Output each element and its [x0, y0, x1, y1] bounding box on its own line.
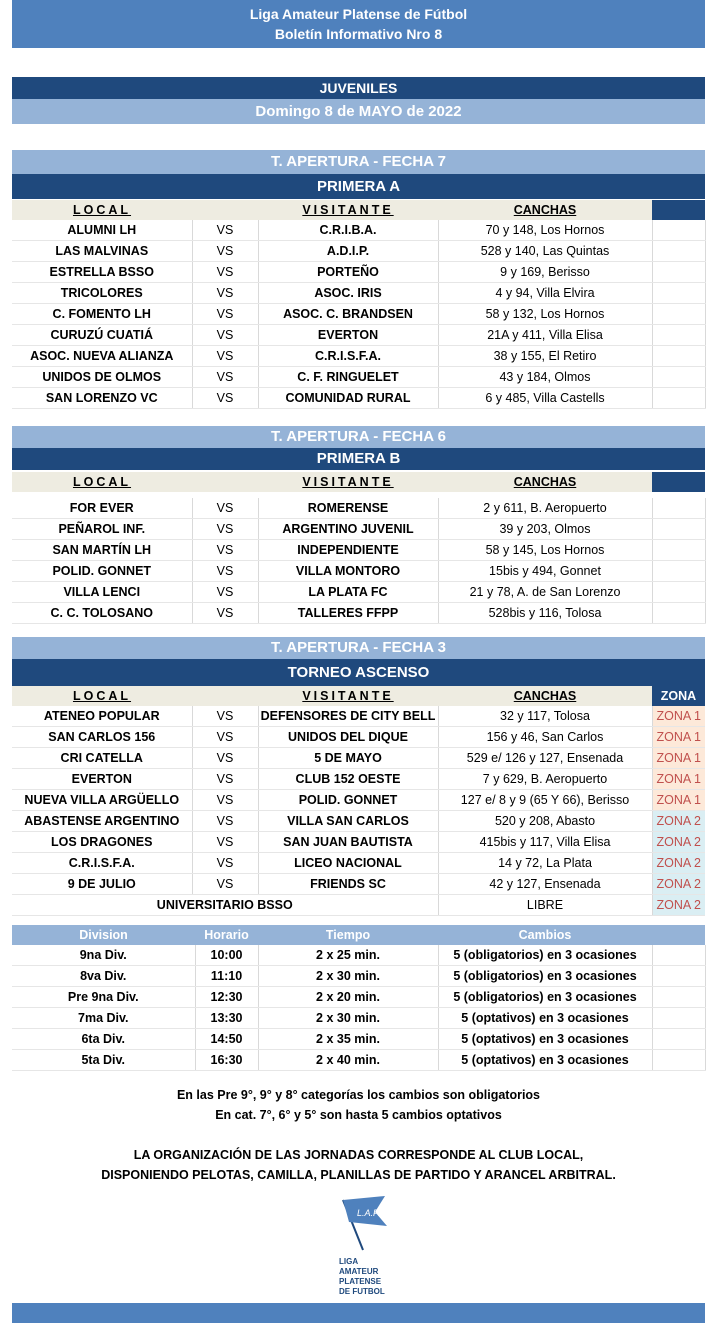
- col-local: LOCAL: [72, 475, 132, 489]
- vs-label: VS: [192, 346, 258, 367]
- primera-b-title: PRIMERA B: [12, 448, 705, 470]
- logo-line-1: LIGA: [339, 1257, 359, 1266]
- logo-flag-text: L.A.P.: [357, 1208, 381, 1218]
- flag-icon: [335, 1192, 405, 1252]
- primera-a-fecha: T. APERTURA - FECHA 7: [12, 150, 705, 174]
- cambios-cell: 5 (optativos) en 3 ocasiones: [438, 1029, 652, 1050]
- local-team: C.R.I.S.F.A.: [12, 853, 192, 874]
- vs-label: VS: [192, 748, 258, 769]
- local-team: FOR EVER: [12, 498, 192, 519]
- match-row: [12, 769, 705, 790]
- tiempo-cell: 2 x 20 min.: [258, 987, 438, 1008]
- col-canchas: CANCHAS: [513, 475, 577, 489]
- visitor-team: PORTEÑO: [258, 262, 438, 283]
- visitor-team: C.R.I.B.A.: [258, 220, 438, 241]
- column-header-row: [12, 472, 705, 492]
- visitor-team: DEFENSORES DE CITY BELL: [258, 706, 438, 727]
- match-row: [12, 367, 705, 388]
- cambios-cell: 5 (obligatorios) en 3 ocasiones: [438, 945, 652, 966]
- logo-line-4: DE FUTBOL: [339, 1287, 385, 1296]
- match-row: [12, 727, 705, 748]
- tiempo-cell: 2 x 40 min.: [258, 1050, 438, 1071]
- visitor-team: C. F. RINGUELET: [258, 367, 438, 388]
- horario-cell: 14:50: [195, 1029, 258, 1050]
- league-name: Liga Amateur Platense de Fútbol: [249, 6, 468, 22]
- vs-label: VS: [192, 220, 258, 241]
- vs-label: VS: [192, 519, 258, 540]
- field-address: 21 y 78, A. de San Lorenzo: [438, 582, 652, 603]
- date-line: Domingo 8 de MAYO de 2022: [12, 99, 705, 124]
- match-row: [12, 603, 705, 624]
- field-address: 127 e/ 8 y 9 (65 Y 66), Berisso: [438, 790, 652, 811]
- empty-cell: [652, 561, 705, 582]
- field-address: 529 e/ 126 y 127, Ensenada: [438, 748, 652, 769]
- empty-cell: [652, 987, 705, 1008]
- col-visitante: VISITANTE: [302, 203, 394, 217]
- ascenso-fecha: T. APERTURA - FECHA 3: [12, 637, 705, 659]
- local-team: LAS MALVINAS: [12, 241, 192, 262]
- vs-label: VS: [192, 790, 258, 811]
- match-row: [12, 790, 705, 811]
- local-team: LOS DRAGONES: [12, 832, 192, 853]
- visitor-team: VILLA MONTORO: [258, 561, 438, 582]
- local-team: ASOC. NUEVA ALIANZA: [12, 346, 192, 367]
- bulletin-number: Boletín Informativo Nro 8: [274, 26, 443, 42]
- zona-badge: ZONA 2: [652, 895, 705, 916]
- primera-b-fecha: T. APERTURA - FECHA 6: [12, 426, 705, 448]
- empty-cell: [652, 1008, 705, 1029]
- empty-cell: [652, 603, 705, 624]
- visitor-team: UNIDOS DEL DIQUE: [258, 727, 438, 748]
- visitor-team: FRIENDS SC: [258, 874, 438, 895]
- zona-badge: ZONA 1: [652, 748, 705, 769]
- local-team: ABASTENSE ARGENTINO: [12, 811, 192, 832]
- match-row: [12, 346, 705, 367]
- local-team: SAN LORENZO VC: [12, 388, 192, 409]
- local-team: SAN CARLOS 156: [12, 727, 192, 748]
- empty-cell: [652, 388, 705, 409]
- primera-a-table: [12, 200, 706, 409]
- local-team: UNIDOS DE OLMOS: [12, 367, 192, 388]
- field-address: 70 y 148, Los Hornos: [438, 220, 652, 241]
- zona-badge: ZONA 1: [652, 706, 705, 727]
- match-row: [12, 220, 705, 241]
- match-row: [12, 706, 705, 727]
- col-canchas: CANCHAS: [513, 203, 577, 217]
- local-team: ESTRELLA BSSO: [12, 262, 192, 283]
- vs-label: VS: [192, 367, 258, 388]
- organization-note: [12, 1145, 705, 1185]
- match-row: [12, 262, 705, 283]
- field-address: 39 y 203, Olmos: [438, 519, 652, 540]
- match-row: [12, 388, 705, 409]
- division-cell: 5ta Div.: [12, 1050, 195, 1071]
- vs-label: VS: [192, 283, 258, 304]
- note-line-2: En cat. 7°, 6° y 5° son hasta 5 cambios optativos: [215, 1108, 502, 1122]
- visitor-team: C.R.I.S.F.A.: [258, 346, 438, 367]
- tiempo-cell: 2 x 25 min.: [258, 945, 438, 966]
- visitor-team: TALLERES FFPP: [258, 603, 438, 624]
- empty-cell: [652, 367, 705, 388]
- logo-line-2: AMATEUR: [339, 1267, 379, 1276]
- empty-cell: [652, 582, 705, 603]
- visitor-team: A.D.I.P.: [258, 241, 438, 262]
- field-address: 58 y 145, Los Hornos: [438, 540, 652, 561]
- division-cell: 7ma Div.: [12, 1008, 195, 1029]
- tiempo-cell: 2 x 30 min.: [258, 1008, 438, 1029]
- league-logo: [335, 1192, 405, 1302]
- empty-cell: [652, 1029, 705, 1050]
- local-team: C. FOMENTO LH: [12, 304, 192, 325]
- field-address: 2 y 611, B. Aeropuerto: [438, 498, 652, 519]
- visitor-team: CLUB 152 OESTE: [258, 769, 438, 790]
- visitor-team: INDEPENDIENTE: [258, 540, 438, 561]
- note-line-3: LA ORGANIZACIÓN DE LAS JORNADAS CORRESPONDE AL CLUB LOCAL,: [133, 1148, 584, 1162]
- col-visitante: VISITANTE: [302, 475, 394, 489]
- footer-bar: [12, 1303, 705, 1323]
- ascenso-title: TORNEO ASCENSO: [12, 659, 705, 686]
- column-header-row: [12, 686, 705, 706]
- cambios-cell: 5 (obligatorios) en 3 ocasiones: [438, 966, 652, 987]
- zona-badge: ZONA 1: [652, 790, 705, 811]
- vs-label: VS: [192, 874, 258, 895]
- empty-cell: [652, 241, 705, 262]
- cambios-cell: 5 (obligatorios) en 3 ocasiones: [438, 987, 652, 1008]
- libre-team: UNIVERSITARIO BSSO: [12, 895, 438, 916]
- empty-cell: [652, 498, 705, 519]
- schedule-row: [12, 966, 705, 987]
- tiempo-cell: 2 x 30 min.: [258, 966, 438, 987]
- local-team: SAN MARTÍN LH: [12, 540, 192, 561]
- field-address: 6 y 485, Villa Castells: [438, 388, 652, 409]
- visitor-team: 5 DE MAYO: [258, 748, 438, 769]
- zona-badge: ZONA 1: [652, 769, 705, 790]
- logo-line-3: PLATENSE: [339, 1277, 382, 1286]
- field-address: 15bis y 494, Gonnet: [438, 561, 652, 582]
- match-row: [12, 853, 705, 874]
- local-team: C. C. TOLOSANO: [12, 603, 192, 624]
- cambios-cell: 5 (optativos) en 3 ocasiones: [438, 1050, 652, 1071]
- division-cell: 6ta Div.: [12, 1029, 195, 1050]
- field-address: 528 y 140, Las Quintas: [438, 241, 652, 262]
- match-row: [12, 241, 705, 262]
- match-row: [12, 748, 705, 769]
- col-zona: ZONA: [660, 689, 697, 703]
- empty-cell: [652, 220, 705, 241]
- horario-cell: 13:30: [195, 1008, 258, 1029]
- vs-label: VS: [192, 325, 258, 346]
- field-address: 9 y 169, Berisso: [438, 262, 652, 283]
- local-team: ATENEO POPULAR: [12, 706, 192, 727]
- field-address: 520 y 208, Abasto: [438, 811, 652, 832]
- empty-cell: [652, 346, 705, 367]
- match-row: [12, 325, 705, 346]
- match-row: [12, 582, 705, 603]
- visitor-team: LA PLATA FC: [258, 582, 438, 603]
- match-row: [12, 540, 705, 561]
- vs-label: VS: [192, 811, 258, 832]
- field-address: 42 y 127, Ensenada: [438, 874, 652, 895]
- vs-label: VS: [192, 706, 258, 727]
- note-line-4: DISPONIENDO PELOTAS, CAMILLA, PLANILLAS DE PARTIDO Y ARANCEL ARBITRAL.: [101, 1168, 616, 1182]
- local-team: CURUZÚ CUATIÁ: [12, 325, 192, 346]
- division-cell: 9na Div.: [12, 945, 195, 966]
- col-visitante: VISITANTE: [302, 689, 394, 703]
- section-title: JUVENILES: [12, 77, 705, 99]
- col-local: LOCAL: [72, 689, 132, 703]
- match-row: [12, 811, 705, 832]
- visitor-team: ASOC. IRIS: [258, 283, 438, 304]
- visitor-team: SAN JUAN BAUTISTA: [258, 832, 438, 853]
- local-team: EVERTON: [12, 769, 192, 790]
- local-team: VILLA LENCI: [12, 582, 192, 603]
- schedule-header-row: [12, 925, 705, 945]
- vs-label: VS: [192, 603, 258, 624]
- empty-cell: [652, 945, 705, 966]
- vs-label: VS: [192, 769, 258, 790]
- field-address: 38 y 155, El Retiro: [438, 346, 652, 367]
- horario-cell: 11:10: [195, 966, 258, 987]
- vs-label: VS: [192, 262, 258, 283]
- match-row: [12, 874, 705, 895]
- field-address: 58 y 132, Los Hornos: [438, 304, 652, 325]
- empty-cell: [652, 540, 705, 561]
- field-address: 43 y 184, Olmos: [438, 367, 652, 388]
- empty-cell: [652, 1050, 705, 1071]
- local-team: PEÑAROL INF.: [12, 519, 192, 540]
- vs-label: VS: [192, 388, 258, 409]
- field-address: 528bis y 116, Tolosa: [438, 603, 652, 624]
- vs-label: VS: [192, 498, 258, 519]
- schedule-header-division: Division: [12, 925, 195, 945]
- schedule-header-tiempo: Tiempo: [258, 925, 438, 945]
- horario-cell: 12:30: [195, 987, 258, 1008]
- col-canchas: CANCHAS: [513, 689, 577, 703]
- bulletin-header: [12, 0, 705, 48]
- zona-badge: ZONA 2: [652, 811, 705, 832]
- match-row: [12, 498, 705, 519]
- zona-badge: ZONA 2: [652, 832, 705, 853]
- cambios-cell: 5 (optativos) en 3 ocasiones: [438, 1008, 652, 1029]
- empty-cell: [652, 304, 705, 325]
- vs-label: VS: [192, 832, 258, 853]
- visitor-team: COMUNIDAD RURAL: [258, 388, 438, 409]
- vs-label: VS: [192, 540, 258, 561]
- field-address: 21A y 411, Villa Elisa: [438, 325, 652, 346]
- empty-cell: [652, 966, 705, 987]
- primera-a-title: PRIMERA A: [12, 174, 705, 199]
- schedule-table: [12, 925, 706, 1071]
- local-team: ALUMNI LH: [12, 220, 192, 241]
- match-row: [12, 519, 705, 540]
- match-row: [12, 304, 705, 325]
- vs-label: VS: [192, 853, 258, 874]
- field-address: 156 y 46, San Carlos: [438, 727, 652, 748]
- division-cell: 8va Div.: [12, 966, 195, 987]
- field-address: 32 y 117, Tolosa: [438, 706, 652, 727]
- schedule-header-cambios: Cambios: [438, 925, 652, 945]
- zona-badge: ZONA 2: [652, 874, 705, 895]
- visitor-team: VILLA SAN CARLOS: [258, 811, 438, 832]
- empty-cell: [652, 519, 705, 540]
- field-address: 415bis y 117, Villa Elisa: [438, 832, 652, 853]
- horario-cell: 10:00: [195, 945, 258, 966]
- match-row: [12, 561, 705, 582]
- empty-cell: [652, 325, 705, 346]
- tiempo-cell: 2 x 35 min.: [258, 1029, 438, 1050]
- visitor-team: LICEO NACIONAL: [258, 853, 438, 874]
- horario-cell: 16:30: [195, 1050, 258, 1071]
- vs-label: VS: [192, 304, 258, 325]
- empty-cell: [652, 283, 705, 304]
- logo-text: [339, 1257, 405, 1297]
- field-address: 14 y 72, La Plata: [438, 853, 652, 874]
- ascenso-table: [12, 686, 705, 916]
- schedule-row: [12, 1029, 705, 1050]
- field-address: 4 y 94, Villa Elvira: [438, 283, 652, 304]
- visitor-team: EVERTON: [258, 325, 438, 346]
- local-team: POLID. GONNET: [12, 561, 192, 582]
- zona-badge: ZONA 1: [652, 727, 705, 748]
- libre-row: [12, 895, 705, 916]
- schedule-row: [12, 987, 705, 1008]
- vs-label: VS: [192, 727, 258, 748]
- division-cell: Pre 9na Div.: [12, 987, 195, 1008]
- schedule-row: [12, 1050, 705, 1071]
- schedule-row: [12, 1008, 705, 1029]
- local-team: 9 DE JULIO: [12, 874, 192, 895]
- libre-label: LIBRE: [438, 895, 652, 916]
- visitor-team: ROMERENSE: [258, 498, 438, 519]
- visitor-team: ARGENTINO JUVENIL: [258, 519, 438, 540]
- visitor-team: ASOC. C. BRANDSEN: [258, 304, 438, 325]
- empty-cell: [652, 262, 705, 283]
- match-row: [12, 283, 705, 304]
- local-team: NUEVA VILLA ARGÜELLO: [12, 790, 192, 811]
- schedule-row: [12, 945, 705, 966]
- primera-b-table: [12, 472, 706, 624]
- column-header-row: [12, 200, 705, 220]
- vs-label: VS: [192, 582, 258, 603]
- match-row: [12, 832, 705, 853]
- field-address: 7 y 629, B. Aeropuerto: [438, 769, 652, 790]
- vs-label: VS: [192, 241, 258, 262]
- schedule-header-horario: Horario: [195, 925, 258, 945]
- visitor-team: POLID. GONNET: [258, 790, 438, 811]
- local-team: CRI CATELLA: [12, 748, 192, 769]
- local-team: TRICOLORES: [12, 283, 192, 304]
- vs-label: VS: [192, 561, 258, 582]
- col-local: LOCAL: [72, 203, 132, 217]
- zona-badge: ZONA 2: [652, 853, 705, 874]
- note-line-1: En las Pre 9°, 9° y 8° categorías los cambios son obligatorios: [176, 1088, 541, 1102]
- notes-block: [12, 1085, 705, 1125]
